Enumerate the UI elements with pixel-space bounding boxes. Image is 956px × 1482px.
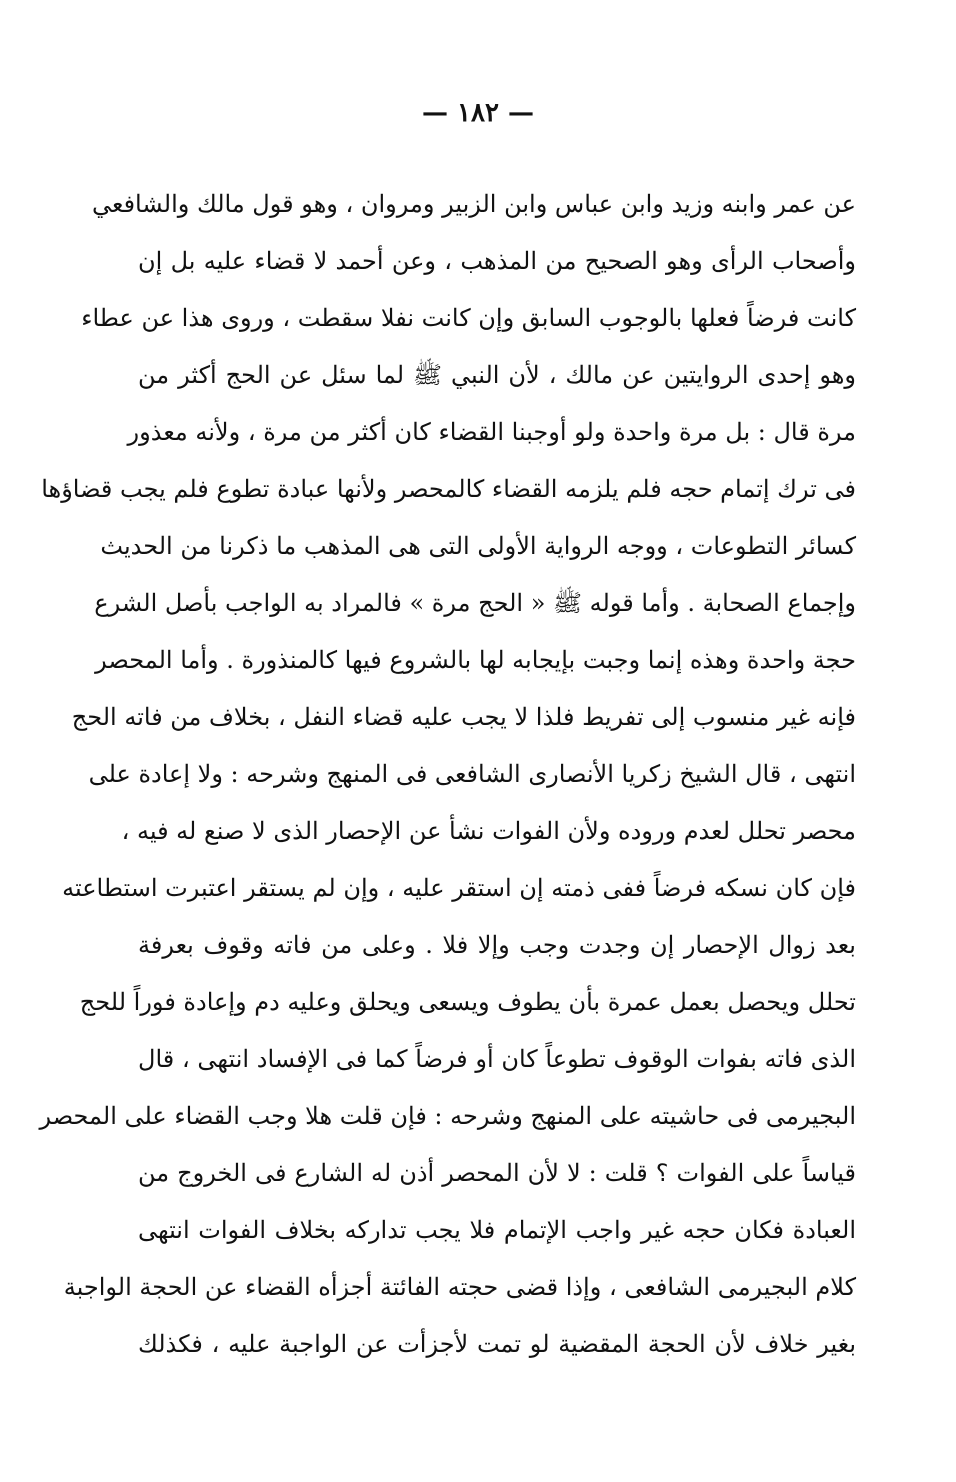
text-line: تحلل ويحصل بعمل عمرة بأن يطوف ويسعى ويحلق وعليه دم وإعادة فوراً للحج [79,988,856,1016]
text-line: البجيرمى فى حاشيته على المنهج وشرحه : فإن قلت هلا وجب القضاء على المحصر [39,1102,856,1130]
text-line: قياساً على الفوات ؟ قلت : لا لأن المحصر أذن له الشارع فى الخروج من [138,1159,856,1187]
text-line: كانت فرضاً فعلها بالوجوب السابق وإن كانت نفلا سقطت ، وروى هذا عن عطاء [81,304,856,332]
text-line: كسائر التطوعات ، ووجه الرواية الأولى التى هى المذهب ما ذكرنا من الحديث [100,532,856,560]
text-line: محصر تحلل لعدم وروده ولأن الفوات نشأ عن الإحصار الذى لا صنع له فيه ، [121,817,856,845]
text-line: فإنه غير منسوب إلى تفريط فلذا لا يجب عليه قضاء النفل ، بخلاف من فاته الحج [71,703,856,731]
text-line: وهو إحدى الروايتين عن مالك ، لأن النبي ﷺ لما سئل عن الحج أكثر من [138,361,856,389]
text-line: انتهى ، قال الشيخ زكريا الأنصارى الشافعى فى المنهج وشرحه : ولا إعادة على [88,760,856,788]
text-line: وأصحاب الرأى وهو الصحيح من المذهب ، وعن أحمد لا قضاء عليه بل إن [138,247,856,275]
text-line: بعد زوال الإحصار إن وجدت وجب وإلا فلا . وعلى من فاته وقوف بعرفة [138,931,856,959]
page-number: — ١٨٢ — [421,98,535,128]
body-text [39,176,856,1373]
text-line: حجة واحدة وهذه إنما وجبت بإيجابه لها بالشروع فيها كالمنذورة . وأما المحصر [95,646,856,674]
text-line: بغير خلاف لأن الحجة المقضية لو تمت لأجزأت عن الواجبة عليه ، فكذلك [138,1330,856,1358]
text-line: مرة قال : بل مرة واحدة ولو أوجبنا القضاء كان أكثر من مرة ، ولأنه معذور [127,418,856,446]
text-line: كلام البجيرمى الشافعى ، وإذا قضى حجته الفائتة أجزأه القضاء عن الحجة الواجبة [63,1273,856,1301]
text-line: عن عمر وابنه وزيد وابن عباس وابن الزبير ومروان ، وهو قول مالك والشافعي [91,190,856,218]
text-line: فإن كان نسكه فرضاً ففى ذمته إن استقر عليه ، وإن لم يستقر اعتبرت استطاعته [62,874,856,902]
text-line: الذى فاته بفوات الوقوف تطوعاً كان أو فرضاً كما فى الإفساد انتهى ، قال [138,1045,856,1073]
text-line: وإجماع الصحابة . وأما قوله ﷺ « الحج مرة » فالمراد به الواجب بأصل الشرع [94,589,856,617]
text-line: فى ترك إتمام حجه فلم يلزمه القضاء كالمحصر ولأنها عبادة تطوع فلم يجب قضاؤها [41,475,856,503]
text-line: العبادة فكان حجه غير واجب الإتمام فلا يجب تداركه بخلاف الفوات انتهى [138,1216,856,1244]
